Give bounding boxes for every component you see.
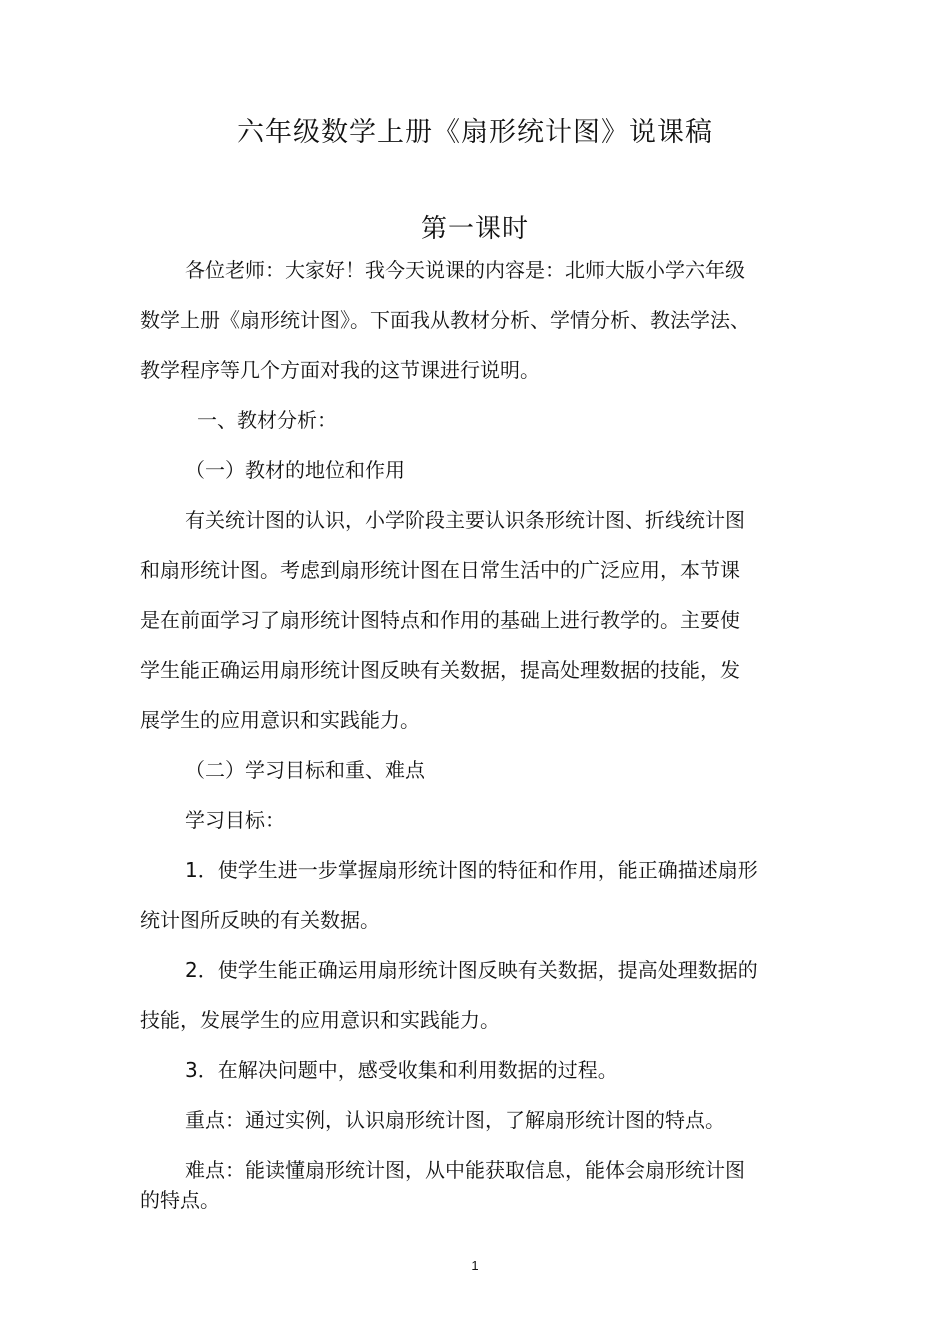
key-point: 重点：通过实例，认识扇形统计图，了解扇形统计图的特点。 [185, 1108, 725, 1132]
goal-item-1: 1．使学生进一步掌握扇形统计图的特征和作用，能正确描述扇形 [185, 858, 758, 882]
section-heading-1: 一、教材分析： [197, 408, 337, 432]
paragraph-line: 展学生的应用意识和实践能力。 [140, 708, 420, 732]
intro-line-1: 各位老师：大家好！我今天说课的内容是：北师大版小学六年级 [185, 258, 745, 282]
goals-label: 学习目标： [185, 808, 285, 832]
page-number: 1 [471, 1258, 479, 1273]
difficulty-point: 难点：能读懂扇形统计图，从中能获取信息，能体会扇形统计图 [185, 1158, 745, 1182]
goal-item-2-cont: 技能，发展学生的应用意识和实践能力。 [140, 1008, 500, 1032]
difficulty-point-cont: 的特点。 [140, 1188, 220, 1212]
paragraph-line: 学生能正确运用扇形统计图反映有关数据，提高处理数据的技能，发 [140, 658, 740, 682]
subsection-heading-2: （二）学习目标和重、难点 [185, 758, 425, 782]
lesson-subtitle: 第一课时 [420, 214, 529, 244]
paragraph-line: 和扇形统计图。考虑到扇形统计图在日常生活中的广泛应用，本节课 [140, 558, 740, 582]
intro-line-2: 数学上册《扇形统计图》。下面我从教材分析、学情分析、教法学法、 [140, 308, 750, 332]
document-title: 六年级数学上册《扇形统计图》说课稿 [237, 117, 713, 148]
paragraph-line: 是在前面学习了扇形统计图特点和作用的基础上进行教学的。主要使 [140, 608, 740, 632]
paragraph-line: 有关统计图的认识，小学阶段主要认识条形统计图、折线统计图 [185, 508, 745, 532]
goal-item-1-cont: 统计图所反映的有关数据。 [140, 908, 380, 932]
intro-line-3: 教学程序等几个方面对我的这节课进行说明。 [140, 358, 540, 382]
subsection-heading-1: （一）教材的地位和作用 [185, 458, 405, 482]
goal-item-3: 3．在解决问题中，感受收集和利用数据的过程。 [185, 1058, 618, 1082]
goal-item-2: 2．使学生能正确运用扇形统计图反映有关数据，提高处理数据的 [185, 958, 758, 982]
